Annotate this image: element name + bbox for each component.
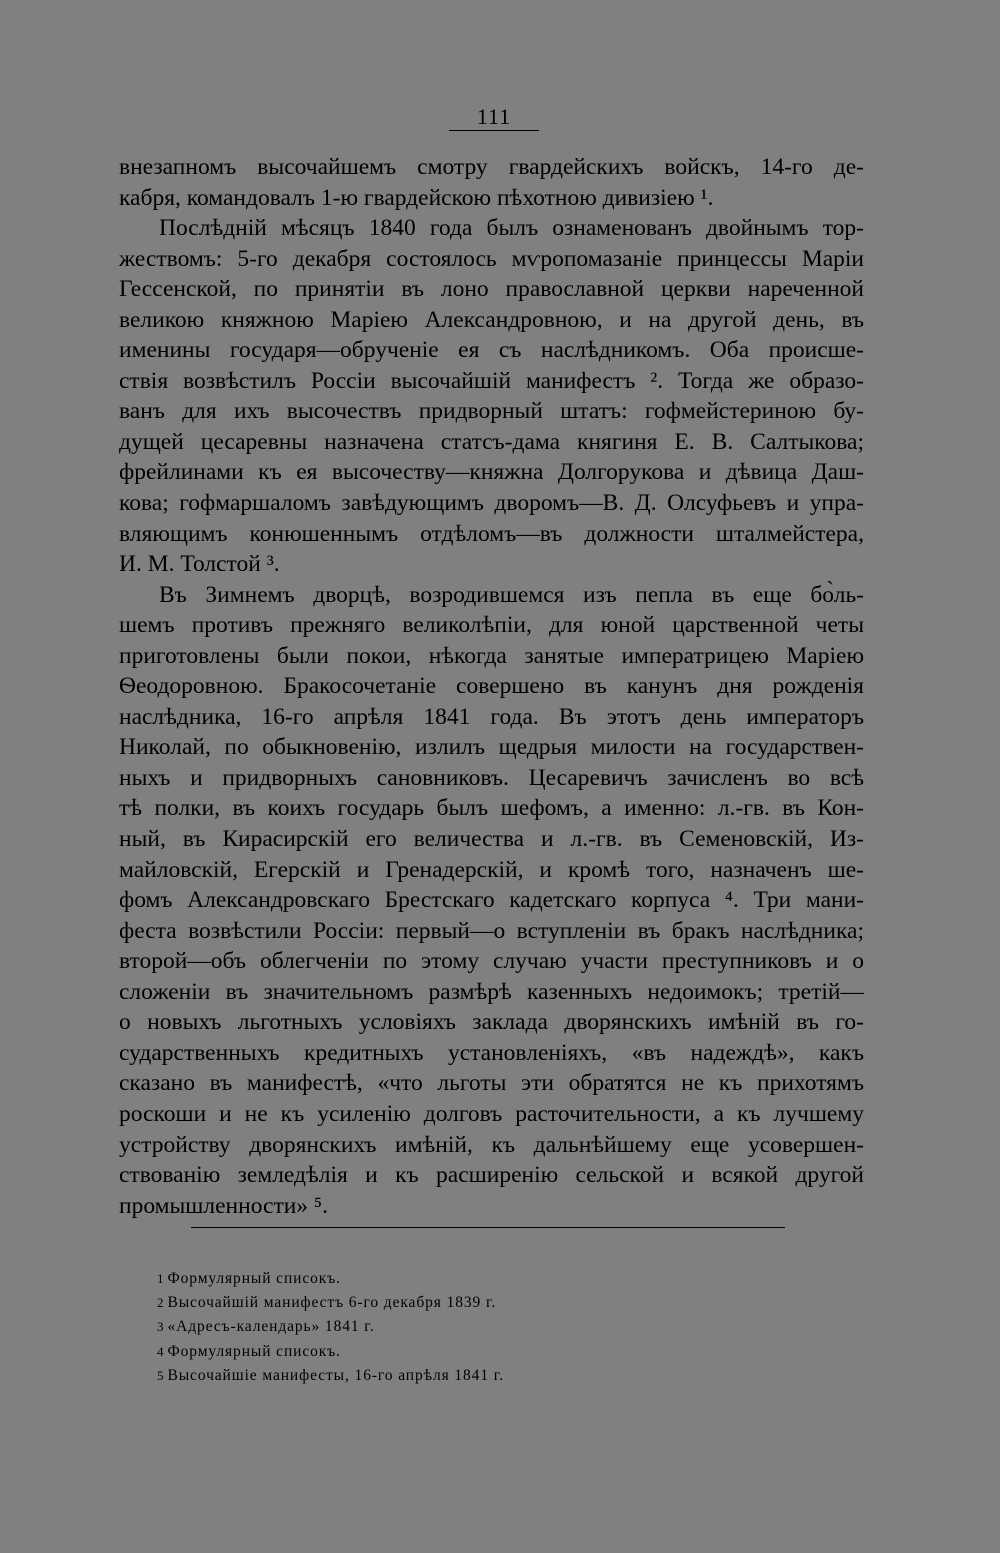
text-line: именины государя—обрученiе ея съ наслѣдникомъ. Оба происше- bbox=[119, 337, 864, 364]
footnote bbox=[157, 1291, 657, 1315]
text-line: великою княжною Марiею Александровною, и на другой день, въ bbox=[119, 306, 864, 333]
footnote bbox=[157, 1364, 657, 1388]
footnote bbox=[157, 1267, 657, 1291]
text-line: кова; гофмаршаломъ завѣдующимъ дворомъ—В. Д. Олсуфьевъ и упра- bbox=[119, 490, 864, 517]
text-line: роскоши и не къ усиленiю долговъ расточительности, а къ лучшему bbox=[119, 1100, 864, 1127]
text-line: сложенiи въ значительномъ размѣрѣ казенныхъ недоимокъ; третiй— bbox=[119, 978, 864, 1005]
text-line: вляющимъ конюшеннымъ отдѣломъ—въ должности шталмейстера, bbox=[119, 520, 864, 547]
page-number-rule bbox=[449, 130, 539, 131]
footnote-separator bbox=[191, 1227, 785, 1228]
text-line: дущей цесаревны назначена статсъ-дама княгиня Е. В. Салтыкова; bbox=[119, 428, 864, 455]
footnote-mark: 3 bbox=[157, 1319, 164, 1335]
text-line: тѣ полки, въ коихъ государь былъ шефомъ, а именно: л.-гв. въ Кон- bbox=[119, 795, 864, 822]
footnote-text: Формулярный списокъ. bbox=[167, 1270, 341, 1287]
text-line: ствiя возвѣстилъ Россiи высочайшiй манифестъ ². Тогда же образо- bbox=[119, 367, 864, 394]
footnote-mark: 4 bbox=[157, 1343, 164, 1359]
text-line: феста возвѣстили Россiи: первый—о вступленiи въ бракъ наслѣдника; bbox=[119, 917, 864, 944]
text-line: жествомъ: 5-го декабря состоялось мѵропомазанiе принцессы Марiи bbox=[119, 245, 864, 272]
text-line: устройству дворянскихъ имѣнiй, къ дальнѣйшему еще усовершен- bbox=[119, 1131, 864, 1158]
text-line: сударственныхъ кредитныхъ установленiяхъ, «въ надеждѣ», какъ bbox=[119, 1039, 864, 1066]
footnote bbox=[157, 1315, 657, 1339]
text-line: шемъ противъ прежняго великолѣпiи, для юной царственной четы bbox=[119, 612, 864, 639]
footnote-text: Формулярный списокъ. bbox=[167, 1342, 341, 1360]
footnotes bbox=[157, 1267, 657, 1388]
text-line: Ѳеодоровною. Бракосочетанiе совершено въ канунъ дня рожденiя bbox=[119, 673, 864, 700]
text-line: Послѣднiй мѣсяцъ 1840 года былъ ознаменованъ двойнымъ тор- bbox=[159, 215, 864, 242]
body-text bbox=[119, 152, 864, 1221]
text-line: Николай, по обыкновенiю, излилъ щедрыя милости на государствен- bbox=[119, 734, 864, 761]
text-line: Гессенской, по принятiи въ лоно православной церкви нареченной bbox=[119, 276, 864, 303]
text-line: приготовлены были покои, нѣкогда занятые императрицею Марiею bbox=[119, 642, 864, 669]
page-number: 111 bbox=[476, 104, 512, 129]
text-line: ванъ для ихъ высочествъ придворный штатъ: гофмейстериною бу- bbox=[119, 398, 864, 425]
text-line: фомъ Александровскаго Брестскаго кадетскаго корпуса ⁴. Три мани- bbox=[119, 887, 864, 914]
text-line: Въ Зимнемъ дворцѣ, возродившемся изъ пепла въ еще бо̀ль- bbox=[159, 581, 864, 608]
text-line: И. М. Толстой ³. bbox=[119, 551, 280, 578]
text-line: майловскiй, Егерскiй и Гренадерскiй, и кромѣ того, назначенъ ше- bbox=[119, 856, 864, 883]
footnote-mark: 5 bbox=[157, 1367, 164, 1383]
text-line: наслѣдника, 16-го апрѣля 1841 года. Въ этотъ день императоръ bbox=[119, 703, 864, 730]
footnote-text: Высочайшiе манифесты, 16-го апрѣля 1841 г. bbox=[167, 1366, 505, 1384]
text-line: второй—объ облегченiи по этому случаю участи преступниковъ и о bbox=[119, 948, 864, 975]
footnote-text: «Адресъ-календарь» 1841 г. bbox=[167, 1318, 375, 1336]
text-line: промышленности» ⁵. bbox=[119, 1192, 328, 1219]
text-line: сказано въ манифестѣ, «что льготы эти обратятся не къ прихотямъ bbox=[119, 1070, 864, 1097]
footnote-mark: 2 bbox=[157, 1295, 164, 1311]
text-line: ствованiю земледѣлiя и къ расширенiю сельской и всякой другой bbox=[119, 1162, 864, 1189]
text-line: ный, въ Кирасирскiй его величества и л.-гв. въ Семеновскiй, Из- bbox=[119, 826, 864, 853]
footnote-mark: 1 bbox=[157, 1271, 164, 1286]
footnote-text: Высочайшiй манифестъ 6-го декабря 1839 г. bbox=[167, 1294, 497, 1312]
text-line: внезапномъ высочайшемъ смотру гвардейскихъ войскъ, 14-го де- bbox=[119, 154, 864, 180]
footnote bbox=[157, 1340, 657, 1364]
text-line: фрейлинами къ ея высочеству—княжна Долгорукова и дѣвица Даш- bbox=[119, 459, 864, 486]
text-line: кабря, командовалъ 1-ю гвардейскою пѣхотною дивизiею ¹. bbox=[119, 184, 714, 211]
text-line: ныхъ и придворныхъ сановниковъ. Цесаревичъ зачисленъ во всѣ bbox=[119, 764, 864, 791]
text-line: о новыхъ льготныхъ условiяхъ заклада дворянскихъ имѣнiй въ го- bbox=[119, 1009, 864, 1036]
